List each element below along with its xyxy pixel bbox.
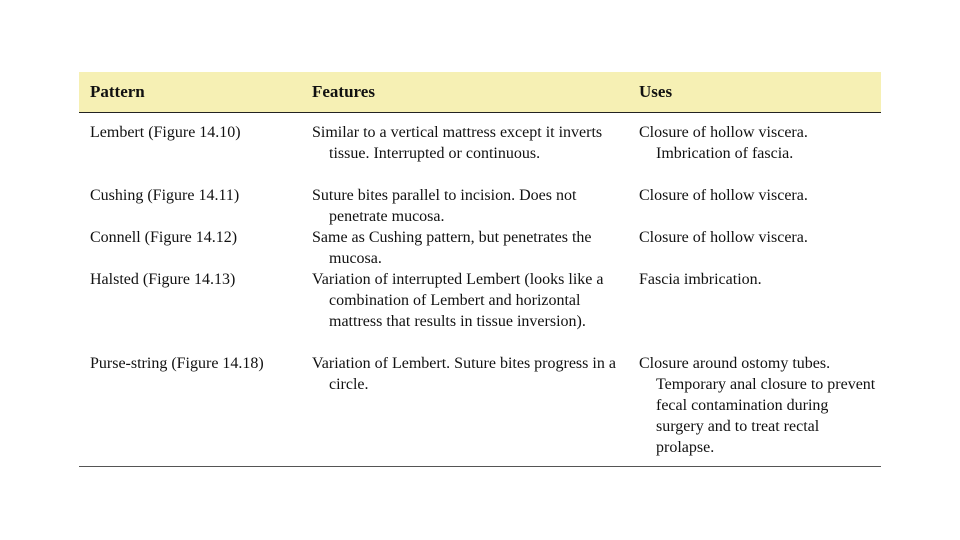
table-header	[79, 72, 881, 113]
row-features-cell	[301, 353, 628, 395]
row-uses: Closure of hollow viscera.	[639, 229, 808, 246]
table-row	[79, 353, 881, 458]
row-uses-cell	[628, 122, 881, 164]
table-row	[79, 185, 881, 227]
row-features: Variation of Lembert. Suture bites progress in a circle.	[312, 355, 616, 393]
row-uses-cell	[628, 269, 881, 290]
table-body	[79, 113, 881, 467]
header-features: Features	[312, 82, 375, 101]
row-features-cell	[301, 269, 628, 332]
row-features: Same as Cushing pattern, but penetrates the mucosa.	[312, 229, 592, 267]
row-uses-cell	[628, 227, 881, 248]
table-row	[79, 122, 881, 185]
row-features: Similar to a vertical mattress except it inverts tissue. Interrupted or continuous.	[312, 124, 603, 162]
row-uses: Fascia imbrication.	[639, 271, 762, 288]
row-pattern: Lembert (Figure 14.10)	[90, 124, 241, 141]
row-pattern: Connell (Figure 14.12)	[90, 229, 238, 246]
row-features: Variation of interrupted Lembert (looks like a combination of Lembert and horizontal mattress that results in tissue inversion).	[312, 271, 604, 330]
row-pattern: Cushing (Figure 14.11)	[90, 187, 240, 204]
row-pattern: Halsted (Figure 14.13)	[90, 271, 236, 288]
row-features: Suture bites parallel to incision. Does not penetrate mucosa.	[312, 187, 577, 225]
row-features-cell	[301, 122, 628, 164]
header-uses: Uses	[639, 82, 673, 101]
row-uses: Closure of hollow viscera. Imbrication of fascia.	[639, 124, 808, 162]
table-row	[79, 227, 881, 269]
row-features-cell	[301, 185, 628, 227]
row-uses-cell	[628, 185, 881, 206]
table-row	[79, 269, 881, 353]
row-uses: Closure around ostomy tubes. Temporary anal closure to prevent fecal contamination during surgery and to treat rectal prolapse.	[639, 355, 876, 456]
suture-pattern-table	[79, 72, 881, 467]
row-features-cell	[301, 227, 628, 269]
row-uses-cell	[628, 353, 881, 458]
row-pattern: Purse-string (Figure 14.18)	[90, 355, 264, 372]
row-uses: Closure of hollow viscera.	[639, 187, 808, 204]
header-pattern: Pattern	[90, 82, 145, 101]
